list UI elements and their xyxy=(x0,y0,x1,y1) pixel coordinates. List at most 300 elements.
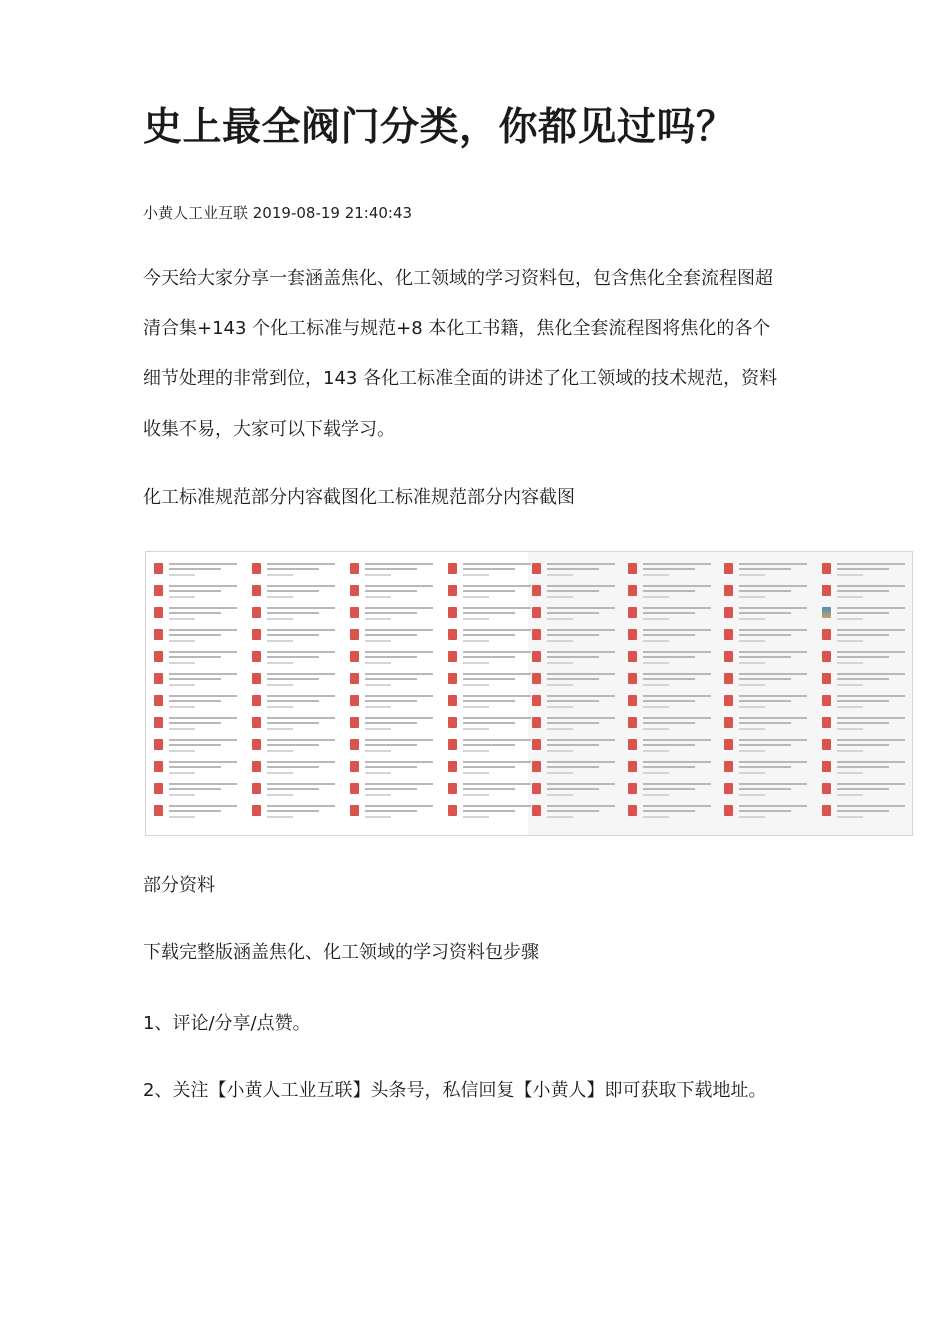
pdf-file-icon xyxy=(822,695,831,706)
file-name-line xyxy=(169,761,237,763)
file-name-line xyxy=(365,810,417,812)
pdf-file-icon xyxy=(448,739,457,750)
file-entry xyxy=(252,626,344,648)
file-name-line xyxy=(547,750,573,752)
file-name-line xyxy=(643,596,669,598)
file-name-line xyxy=(463,728,489,730)
pdf-file-icon xyxy=(532,607,541,618)
file-entry xyxy=(350,802,442,824)
file-entry xyxy=(448,714,540,736)
file-name-line xyxy=(365,766,417,768)
file-name-line xyxy=(169,684,195,686)
file-entry xyxy=(724,648,816,670)
file-name-line xyxy=(463,695,531,697)
pdf-file-icon xyxy=(822,585,831,596)
file-name-line xyxy=(463,640,489,642)
file-name-line xyxy=(267,750,293,752)
file-name-line xyxy=(837,684,863,686)
intro-line-3: 细节处理的非常到位，143 各化工标准全面的讲述了化工领域的技术规范，资料 xyxy=(143,368,778,389)
file-name-line xyxy=(547,651,615,653)
file-name-line xyxy=(169,563,237,565)
pdf-file-icon xyxy=(724,717,733,728)
file-name-line xyxy=(547,766,599,768)
file-name-line xyxy=(837,772,863,774)
file-name-line xyxy=(837,717,905,719)
file-name-line xyxy=(739,750,765,752)
file-name-line xyxy=(463,574,489,576)
file-entry xyxy=(724,736,816,758)
file-entry xyxy=(252,758,344,780)
pdf-file-icon xyxy=(448,695,457,706)
file-entry xyxy=(532,560,624,582)
pdf-file-icon xyxy=(252,717,261,728)
file-name-line xyxy=(547,574,573,576)
file-entry xyxy=(532,758,624,780)
file-name-line xyxy=(267,574,293,576)
file-name-line xyxy=(463,618,489,620)
file-name-line xyxy=(365,700,417,702)
pdf-file-icon xyxy=(252,651,261,662)
file-name-line xyxy=(837,788,889,790)
file-name-line xyxy=(739,607,807,609)
file-name-line xyxy=(739,612,791,614)
pdf-file-icon xyxy=(628,563,637,574)
file-name-line xyxy=(547,700,599,702)
image-caption: 化工标准规范部分内容截图化工标准规范部分内容截图 xyxy=(143,487,575,508)
file-name-line xyxy=(463,673,531,675)
file-entry xyxy=(628,692,720,714)
pdf-file-icon xyxy=(350,629,359,640)
file-name-line xyxy=(739,678,791,680)
file-name-line xyxy=(267,722,319,724)
file-name-line xyxy=(739,788,791,790)
file-name-line xyxy=(837,568,889,570)
pdf-file-icon xyxy=(724,585,733,596)
intro-line-1: 今天给大家分享一套涵盖焦化、化工领域的学习资料包，包含焦化全套流程图超 xyxy=(143,268,773,289)
file-name-line xyxy=(365,744,417,746)
pdf-file-icon xyxy=(350,585,359,596)
file-column xyxy=(350,560,442,824)
file-entry xyxy=(532,736,624,758)
pdf-file-icon xyxy=(724,629,733,640)
intro-line-2: 清合集+143 个化工标准与规范+8 本化工书籍，焦化全套流程图将焦化的各个 xyxy=(143,318,771,339)
file-name-line xyxy=(365,618,391,620)
file-name-line xyxy=(643,805,711,807)
pdf-file-icon xyxy=(154,673,163,684)
file-name-line xyxy=(547,662,573,664)
pdf-file-icon xyxy=(724,805,733,816)
file-name-line xyxy=(463,590,515,592)
pdf-file-icon xyxy=(350,673,359,684)
file-name-line xyxy=(267,563,335,565)
file-name-line xyxy=(169,772,195,774)
file-entry xyxy=(252,582,344,604)
file-name-line xyxy=(643,678,695,680)
file-entry xyxy=(724,604,816,626)
file-entry xyxy=(724,714,816,736)
file-name-line xyxy=(267,772,293,774)
file-name-line xyxy=(169,794,195,796)
pdf-file-icon xyxy=(350,651,359,662)
pdf-file-icon xyxy=(532,673,541,684)
file-entry xyxy=(822,648,913,670)
file-name-line xyxy=(739,651,807,653)
pdf-file-icon xyxy=(822,629,831,640)
file-name-line xyxy=(169,788,221,790)
file-name-line xyxy=(169,739,237,741)
file-name-line xyxy=(837,700,889,702)
file-name-line xyxy=(643,673,711,675)
file-name-line xyxy=(837,794,863,796)
file-name-line xyxy=(643,684,669,686)
file-column xyxy=(822,560,913,824)
file-name-line xyxy=(365,717,433,719)
pdf-file-icon xyxy=(154,651,163,662)
file-name-line xyxy=(169,607,237,609)
file-entry xyxy=(350,560,442,582)
pdf-file-icon xyxy=(448,651,457,662)
file-entry xyxy=(252,780,344,802)
file-name-line xyxy=(169,810,221,812)
file-name-line xyxy=(267,568,319,570)
file-entry xyxy=(628,604,720,626)
pdf-file-icon xyxy=(252,761,261,772)
file-entry xyxy=(154,604,246,626)
file-name-line xyxy=(169,695,237,697)
file-name-line xyxy=(169,634,221,636)
pdf-file-icon xyxy=(154,761,163,772)
file-name-line xyxy=(643,772,669,774)
file-entry xyxy=(252,736,344,758)
file-name-line xyxy=(267,739,335,741)
pdf-file-icon xyxy=(252,607,261,618)
file-entry xyxy=(724,670,816,692)
file-name-line xyxy=(463,585,531,587)
file-entry xyxy=(628,648,720,670)
pdf-file-icon xyxy=(532,761,541,772)
file-name-line xyxy=(365,794,391,796)
file-entry xyxy=(350,604,442,626)
pdf-file-icon xyxy=(154,805,163,816)
pdf-file-icon xyxy=(822,607,831,618)
file-name-line xyxy=(169,656,221,658)
file-name-line xyxy=(267,706,293,708)
file-name-line xyxy=(267,662,293,664)
pdf-file-icon xyxy=(252,783,261,794)
file-name-line xyxy=(267,607,335,609)
file-entry xyxy=(628,780,720,802)
file-name-line xyxy=(463,739,531,741)
file-name-line xyxy=(463,678,515,680)
file-name-line xyxy=(365,805,433,807)
standards-screenshot xyxy=(145,551,913,836)
file-name-line xyxy=(267,788,319,790)
file-name-line xyxy=(267,640,293,642)
file-name-line xyxy=(169,783,237,785)
file-name-line xyxy=(643,695,711,697)
pdf-file-icon xyxy=(350,563,359,574)
file-name-line xyxy=(365,761,433,763)
file-name-line xyxy=(739,783,807,785)
file-name-line xyxy=(463,662,489,664)
partial-label: 部分资料 xyxy=(143,875,215,896)
file-name-line xyxy=(739,695,807,697)
file-name-line xyxy=(169,640,195,642)
file-entry xyxy=(822,604,913,626)
file-name-line xyxy=(547,634,599,636)
file-name-line xyxy=(547,695,615,697)
article-meta: 小黄人工业互联 2019-08-19 21:40:43 xyxy=(143,204,413,222)
file-name-line xyxy=(643,788,695,790)
file-name-line xyxy=(837,750,863,752)
file-name-line xyxy=(739,772,765,774)
file-name-line xyxy=(365,640,391,642)
file-name-line xyxy=(643,651,711,653)
file-name-line xyxy=(365,662,391,664)
file-name-line xyxy=(739,700,791,702)
file-name-line xyxy=(643,744,695,746)
file-name-line xyxy=(837,656,889,658)
pdf-file-icon xyxy=(252,563,261,574)
step-1: 1、评论/分享/点赞。 xyxy=(143,1013,311,1034)
file-entry xyxy=(154,780,246,802)
file-name-line xyxy=(463,805,531,807)
file-name-line xyxy=(365,728,391,730)
file-name-line xyxy=(739,717,807,719)
pdf-file-icon xyxy=(448,585,457,596)
file-entry xyxy=(252,714,344,736)
file-name-line xyxy=(169,590,221,592)
file-name-line xyxy=(547,772,573,774)
pdf-file-icon xyxy=(252,695,261,706)
file-name-line xyxy=(267,678,319,680)
file-name-line xyxy=(739,805,807,807)
file-name-line xyxy=(547,728,573,730)
file-name-line xyxy=(267,695,335,697)
file-name-line xyxy=(837,563,905,565)
pdf-file-icon xyxy=(628,695,637,706)
pdf-file-icon xyxy=(154,629,163,640)
file-name-line xyxy=(837,706,863,708)
file-name-line xyxy=(739,744,791,746)
pdf-file-icon xyxy=(724,761,733,772)
file-name-line xyxy=(547,744,599,746)
file-name-line xyxy=(739,706,765,708)
file-name-line xyxy=(463,722,515,724)
file-name-line xyxy=(643,568,695,570)
file-entry xyxy=(154,648,246,670)
pdf-file-icon xyxy=(724,651,733,662)
file-entry xyxy=(154,692,246,714)
file-name-line xyxy=(837,662,863,664)
file-name-line xyxy=(643,618,669,620)
file-name-line xyxy=(547,607,615,609)
file-name-line xyxy=(463,810,515,812)
file-entry xyxy=(448,780,540,802)
file-name-line xyxy=(169,612,221,614)
file-entry xyxy=(448,670,540,692)
pdf-file-icon xyxy=(724,739,733,750)
file-entry xyxy=(628,626,720,648)
file-name-line xyxy=(169,574,195,576)
pdf-file-icon xyxy=(154,563,163,574)
file-entry xyxy=(448,802,540,824)
file-name-line xyxy=(643,750,669,752)
file-entry xyxy=(724,802,816,824)
file-entry xyxy=(154,736,246,758)
file-name-line xyxy=(547,722,599,724)
file-entry xyxy=(154,758,246,780)
file-name-line xyxy=(365,612,417,614)
file-entry xyxy=(822,714,913,736)
file-name-line xyxy=(547,585,615,587)
file-name-line xyxy=(643,700,695,702)
file-name-line xyxy=(169,744,221,746)
file-name-line xyxy=(837,596,863,598)
file-name-line xyxy=(169,673,237,675)
file-name-line xyxy=(739,766,791,768)
pdf-file-icon xyxy=(628,805,637,816)
file-name-line xyxy=(463,568,515,570)
file-column xyxy=(532,560,624,824)
download-heading: 下载完整版涵盖焦化、化工领域的学习资料包步骤 xyxy=(143,942,539,963)
file-name-line xyxy=(643,810,695,812)
pdf-file-icon xyxy=(448,629,457,640)
file-name-line xyxy=(547,739,615,741)
file-name-line xyxy=(169,700,221,702)
file-name-line xyxy=(547,684,573,686)
file-name-line xyxy=(365,673,433,675)
file-name-line xyxy=(169,805,237,807)
file-name-line xyxy=(739,656,791,658)
pdf-file-icon xyxy=(350,607,359,618)
file-name-line xyxy=(739,640,765,642)
file-name-line xyxy=(463,766,515,768)
file-name-line xyxy=(169,568,221,570)
file-name-line xyxy=(837,728,863,730)
file-name-line xyxy=(365,568,417,570)
file-name-line xyxy=(169,618,195,620)
file-name-line xyxy=(643,607,711,609)
file-name-line xyxy=(463,750,489,752)
file-name-line xyxy=(739,673,807,675)
file-entry xyxy=(628,560,720,582)
file-column xyxy=(628,560,720,824)
pdf-file-icon xyxy=(628,717,637,728)
file-entry xyxy=(822,736,913,758)
file-entry xyxy=(448,582,540,604)
file-name-line xyxy=(169,651,237,653)
file-entry xyxy=(628,714,720,736)
pdf-file-icon xyxy=(532,695,541,706)
file-entry xyxy=(448,560,540,582)
pdf-file-icon xyxy=(532,805,541,816)
file-name-line xyxy=(837,607,905,609)
file-name-line xyxy=(169,750,195,752)
file-name-line xyxy=(643,766,695,768)
file-name-line xyxy=(837,629,905,631)
file-name-line xyxy=(739,590,791,592)
file-name-line xyxy=(365,634,417,636)
file-entry xyxy=(350,758,442,780)
file-entry xyxy=(252,802,344,824)
file-name-line xyxy=(643,794,669,796)
file-name-line xyxy=(739,629,807,631)
file-name-line xyxy=(267,700,319,702)
file-name-line xyxy=(267,794,293,796)
file-name-line xyxy=(739,794,765,796)
pdf-file-icon xyxy=(252,673,261,684)
file-entry xyxy=(350,714,442,736)
pdf-file-icon xyxy=(628,651,637,662)
file-name-line xyxy=(169,722,221,724)
pdf-file-icon xyxy=(628,739,637,750)
file-name-line xyxy=(267,805,335,807)
file-entry xyxy=(350,692,442,714)
file-name-line xyxy=(463,706,489,708)
file-name-line xyxy=(463,717,531,719)
file-entry xyxy=(822,780,913,802)
file-name-line xyxy=(463,651,531,653)
file-entry xyxy=(154,560,246,582)
file-name-line xyxy=(267,761,335,763)
file-name-line xyxy=(547,805,615,807)
file-name-line xyxy=(267,744,319,746)
file-name-line xyxy=(267,585,335,587)
file-name-line xyxy=(739,684,765,686)
file-entry xyxy=(252,670,344,692)
file-entry xyxy=(154,626,246,648)
file-entry xyxy=(532,692,624,714)
file-name-line xyxy=(739,662,765,664)
pdf-file-icon xyxy=(154,783,163,794)
file-name-line xyxy=(365,607,433,609)
file-name-line xyxy=(169,717,237,719)
file-name-line xyxy=(547,706,573,708)
file-name-line xyxy=(643,739,711,741)
file-name-line xyxy=(547,816,573,818)
file-name-line xyxy=(463,684,489,686)
pdf-file-icon xyxy=(154,717,163,728)
file-entry xyxy=(350,626,442,648)
pdf-file-icon xyxy=(252,629,261,640)
file-name-line xyxy=(267,656,319,658)
file-name-line xyxy=(739,568,791,570)
file-name-line xyxy=(169,585,237,587)
file-entry xyxy=(252,692,344,714)
pdf-file-icon xyxy=(448,673,457,684)
pdf-file-icon xyxy=(822,805,831,816)
file-name-line xyxy=(837,651,905,653)
file-name-line xyxy=(837,783,905,785)
pdf-file-icon xyxy=(154,607,163,618)
file-name-line xyxy=(365,656,417,658)
file-name-line xyxy=(463,744,515,746)
pdf-file-icon xyxy=(724,695,733,706)
file-name-line xyxy=(267,651,335,653)
file-entry xyxy=(350,670,442,692)
file-name-line xyxy=(643,563,711,565)
file-name-line xyxy=(739,585,807,587)
file-name-line xyxy=(739,810,791,812)
pdf-file-icon xyxy=(532,629,541,640)
file-column xyxy=(252,560,344,824)
file-name-line xyxy=(169,629,237,631)
file-name-line xyxy=(463,783,531,785)
file-entry xyxy=(154,582,246,604)
file-entry xyxy=(532,714,624,736)
file-entry xyxy=(448,626,540,648)
